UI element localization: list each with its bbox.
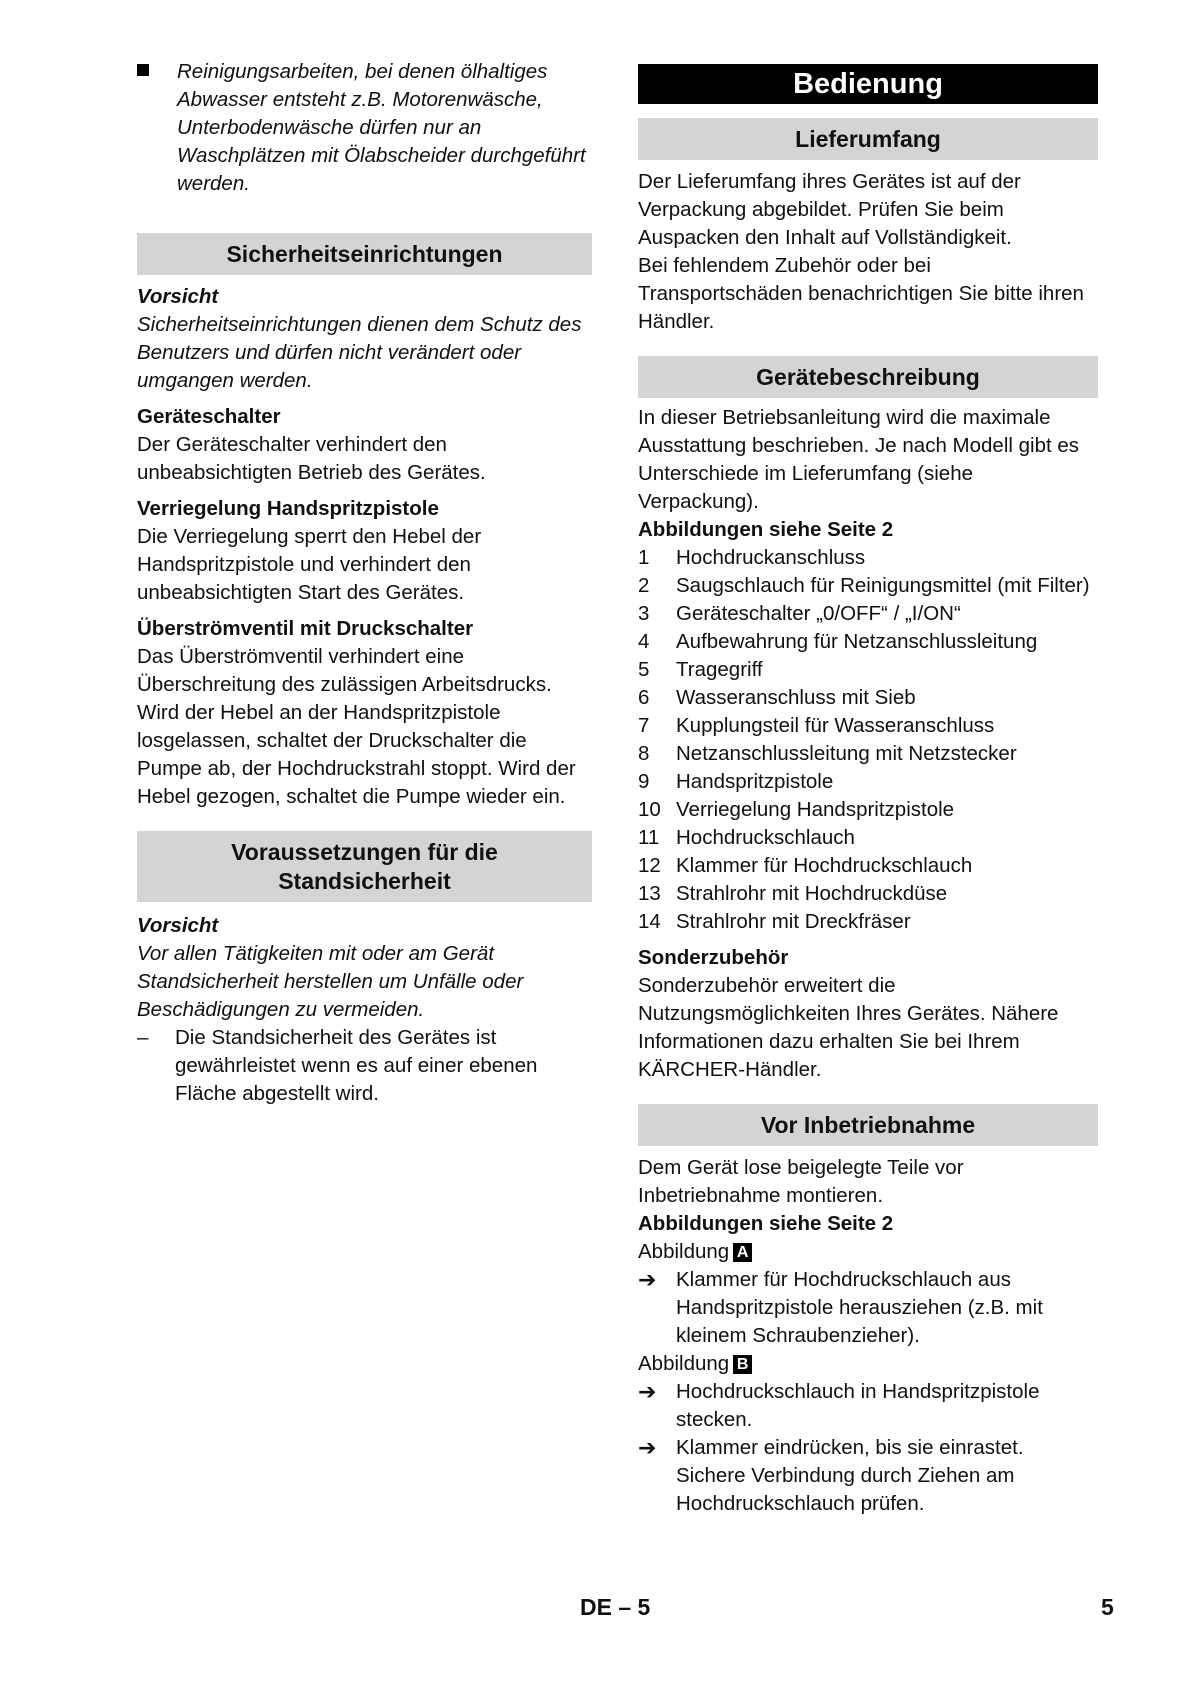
intro-bullet (137, 58, 592, 198)
square-bullet-icon (137, 58, 177, 198)
description-text: In dieser Betriebsanleitung wird die maximale Ausstattung beschrieben. Je nach Modell gibt es Unterschiede im Lieferumfang (siehe Verpackung). (638, 406, 1080, 513)
arrow-right-icon: ➔ (638, 1435, 657, 1460)
right-column (638, 58, 1098, 1518)
section-heading-description: Gerätebeschreibung (638, 356, 1098, 398)
section-heading-startup: Vor Inbetriebnahme (638, 1104, 1098, 1146)
stability-heading-line1: Voraussetzungen für die (231, 839, 498, 865)
section-heading-safety: Sicherheitseinrichtungen (137, 233, 592, 275)
startup-figures-label: Abbildungen siehe Seite 2 (638, 1212, 894, 1235)
list-item: 8 Netzanschlussleitung mit Netzstecker (638, 742, 1017, 765)
valve-text-2: Wird der Hebel an der Handspritzpistole losgelassen, schaltet der Druckschalter die Pumpe ab, der Hochdruckstrahl stoppt. Wird der Hebel gezogen, schaltet die Pumpe wieder ein. (137, 701, 576, 808)
step-a1-text: Klammer für Hochdruckschlauch aus Handspritzpistole herausziehen (z.B. mit kleinem Schraubenzieher). (676, 1268, 1043, 1347)
list-item: 6 Wasseranschluss mit Sieb (638, 686, 916, 709)
step-b2 (638, 1434, 1098, 1518)
caution-text: Sicherheitseinrichtungen dienen dem Schutz des Benutzers und dürfen nicht verändert oder umgangen werden. (137, 313, 582, 392)
intro-bullet-text: Reinigungsarbeiten, bei denen ölhaltiges Abwasser entsteht z.B. Motorenwäsche, Unterbodenwäsche dürfen nur an Waschplätzen mit Ölabscheider durchgeführt werden. (177, 60, 586, 195)
list-item: 7 Kupplungsteil für Wasseranschluss (638, 714, 995, 737)
arrow-right-icon: ➔ (638, 1267, 657, 1292)
figure-b-badge: B (733, 1355, 752, 1374)
figure-a-badge: A (733, 1243, 752, 1262)
footer-page-label: DE – 5 (580, 1594, 651, 1620)
valve-text: Das Überströmventil verhindert eine Überschreitung des zulässigen Arbeitsdrucks. (137, 645, 552, 696)
figures-label: Abbildungen siehe Seite 2 (638, 518, 894, 541)
main-heading: Bedienung (638, 64, 1098, 104)
arrow-right-icon: ➔ (638, 1379, 657, 1404)
list-item: 2 Saugschlauch für Reinigungsmittel (mit Filter) (638, 574, 1090, 597)
list-item: 4 Aufbewahrung für Netzanschlussleitung (638, 630, 1038, 653)
caution-label: Vorsicht (137, 285, 219, 308)
list-item: 10 Verriegelung Handspritzpistole (638, 798, 955, 821)
list-item: 3 Geräteschalter „0/OFF“ / „I/ON“ (638, 602, 961, 625)
step-b1 (638, 1378, 1098, 1434)
list-item: 13 Strahlrohr mit Hochdruckdüse (638, 882, 948, 905)
switch-title: Geräteschalter (137, 405, 281, 428)
section-heading-stability (137, 831, 592, 902)
list-item: 5 Tragegriff (638, 658, 763, 681)
lock-title: Verriegelung Handspritzpistole (137, 497, 439, 520)
dash-item (137, 1024, 592, 1108)
figure-a-label: Abbildung A (638, 1238, 1098, 1266)
step-b2-text: Klammer eindrücken, bis sie einrastet. Sichere Verbindung durch Ziehen am Hochdruckschlauch prüfen. (676, 1436, 1024, 1515)
left-column (137, 58, 592, 1108)
delivery-text: Der Lieferumfang ihres Gerätes ist auf der Verpackung abgebildet. Prüfen Sie beim Auspacken den Inhalt auf Vollständigkeit. (638, 170, 1021, 249)
accessories-title: Sonderzubehör (638, 946, 789, 969)
step-a1 (638, 1266, 1098, 1350)
list-item: 1 Hochdruckanschluss (638, 546, 866, 569)
figure-b-label: Abbildung B (638, 1350, 1098, 1378)
dash-item-text: Die Standsicherheit des Gerätes ist gewährleistet wenn es auf einer ebenen Fläche abgestellt wird. (175, 1026, 538, 1105)
list-item: 11 Hochdruckschlauch (638, 826, 855, 849)
startup-text: Dem Gerät lose beigelegte Teile vor Inbetriebnahme montieren. (638, 1156, 964, 1207)
caution-label-2: Vorsicht (137, 914, 219, 937)
accessories-text: Sonderzubehör erweitert die Nutzungsmöglichkeiten Ihres Gerätes. Nähere Informationen dazu erhalten Sie bei Ihrem KÄRCHER-Händler. (638, 974, 1059, 1081)
lock-text: Die Verriegelung sperrt den Hebel der Handspritzpistole und verhindert den unbeabsichtigten Start des Gerätes. (137, 525, 482, 604)
list-item: 14 Strahlrohr mit Dreckfräser (638, 910, 911, 933)
switch-text: Der Geräteschalter verhindert den unbeabsichtigten Betrieb des Gerätes. (137, 433, 486, 484)
step-b1-text: Hochdruckschlauch in Handspritzpistole stecken. (676, 1380, 1040, 1431)
list-item: 12 Klammer für Hochdruckschlauch (638, 854, 973, 877)
stability-heading-line2: Standsicherheit (278, 868, 451, 894)
section-heading-delivery: Lieferumfang (638, 118, 1098, 160)
caution-text-2: Vor allen Tätigkeiten mit oder am Gerät Standsicherheit herstellen um Unfälle oder Beschädigungen zu vermeiden. (137, 942, 524, 1021)
valve-title: Überströmventil mit Druckschalter (137, 617, 474, 640)
component-list (638, 544, 1098, 936)
list-item: 9 Handspritzpistole (638, 770, 834, 793)
footer-page-number: 5 (1101, 1594, 1114, 1620)
dash-marker: – (137, 1026, 149, 1049)
delivery-text-2: Bei fehlendem Zubehör oder bei Transportschäden benachrichtigen Sie bitte ihren Händler. (638, 254, 1084, 333)
